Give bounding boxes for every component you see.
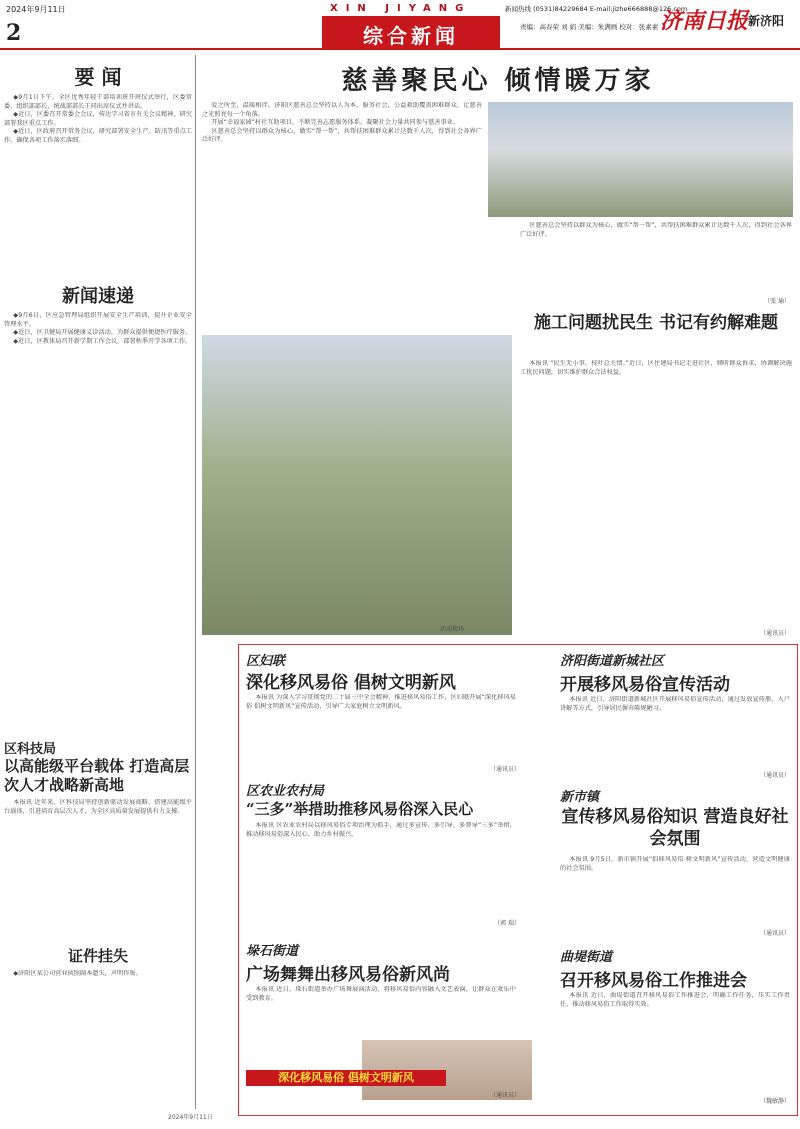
xincheng-body [560, 696, 790, 756]
yaowen-para: ◆9月1日下午，全区优秀年轻干部培训班开班仪式举行，区委常委、组织部部长、统战部部长王同出席仪式并讲话。 [4, 94, 192, 110]
nongye-author: （郭 瑞） [494, 920, 520, 927]
keji-para: 本报讯 近年来，区科技局坚持创新驱动发展战略，搭建高能级平台载体，引进培育高层次人才，为全区高质量发展提供有力支撑。 [4, 799, 192, 815]
main-headline-text: 慈善聚民心 倾情暖万家 [341, 66, 655, 96]
xincheng-tag: 济阳街道新城社区 [560, 654, 665, 669]
section-pinyin: XIN JIYANG [330, 3, 472, 14]
issue-date: 2024年9月11日 [6, 5, 66, 14]
qudi-title: 召开移风易俗工作推进会 [560, 971, 747, 991]
yaowen-body [4, 94, 192, 274]
column-divider [195, 55, 196, 1109]
kuaixun-heading: 新闻速递 [62, 286, 134, 307]
kuaixun-para: ◆近日，区卫健局开展健康义诊活动，为群众提供便捷医疗服务。 [13, 329, 192, 337]
nongye-tag: 区农业农村局 [246, 784, 325, 799]
yaowen-heading: 要 闻 [74, 65, 122, 89]
duoshi-title: 广场舞舞出移风易俗新风尚 [246, 965, 450, 985]
main-headline [196, 58, 800, 96]
nongye-body [246, 822, 516, 882]
kuaixun-para: ◆9月6日，区应急管理局组织开展安全生产培训，提升企业安全管理水平。 [4, 312, 192, 328]
lead-para: 区慈善总会坚持以群众为核心，做实“帮一帮”，共帮扶困难群众累计达数千人次，得到社会各界广泛好评。 [520, 222, 792, 238]
xincheng-title: 开展移风易俗宣传活动 [560, 675, 730, 695]
header-rule [0, 48, 800, 50]
xincheng-author: （通讯员） [759, 772, 790, 779]
fulian-para: 本报讯 为深入学习贯彻党的二十届三中全会精神，推进移风易俗工作，区妇联开展“深化移风易俗 倡树文明新风”宣传活动，引导广大家庭树立文明新风。 [246, 694, 516, 710]
lead-body [202, 102, 482, 327]
keji-title: 以高能级平台载体 打造高层次人才战略新高地 [4, 757, 190, 794]
newspaper-logo: 济南日报 [660, 8, 749, 34]
lead-continued [520, 222, 792, 282]
dance-banner: 深化移风易俗 倡树文明新风 [246, 1070, 446, 1086]
side-author: （通讯员） [759, 630, 790, 637]
yaowen-para: ◆近日，区委召开常委会会议，传达学习省市有关会议精神，研究部署我区重点工作。 [4, 111, 192, 127]
zhengshu-heading: 证件挂失 [67, 947, 128, 965]
left-column [4, 55, 192, 1109]
lead-para: 区慈善总会坚持以群众为核心，做实“帮一帮”，共帮扶困难群众累计达数千人次，得到社会各界广泛好评。 [202, 127, 482, 144]
duoshi-para: 本报讯 近日，垛石街道举办广场舞展演活动，将移风易俗内容融入文艺表演，让群众在欢乐中受到教育。 [246, 986, 516, 1002]
kuaixun-para: ◆近日，区教体局召开新学期工作会议，部署秋季开学各项工作。 [13, 337, 192, 345]
fulian-tag: 区妇联 [246, 654, 286, 669]
newspaper-logo-sub: 新济阳 [748, 14, 785, 28]
xinshi-title: 宣传移风易俗知识 营造良好社会氛围 [561, 807, 789, 849]
duoshi-body [246, 986, 516, 1026]
news-hotline: 新闻热线 (0531)84229684 E-mail:jizhe666888@126.com [505, 5, 688, 13]
side-title: 施工问题扰民生 书记有约解难题 [534, 313, 778, 333]
footer-date: 2024年9月11日 [168, 1114, 213, 1121]
qudi-body [560, 992, 790, 1072]
zhengshu-body [4, 970, 192, 1020]
keji-body [4, 799, 192, 939]
fulian-author: （通讯员） [489, 766, 520, 773]
lead-author: （张 瑜） [764, 298, 790, 305]
event-photo [488, 102, 793, 217]
qudi-tag: 曲堤街道 [560, 950, 613, 965]
yaowen-para: ◆近日，区政府召开常务会议，研究部署安全生产、防汛等重点工作，确保各项工作落实落细。 [4, 128, 192, 144]
xinshi-tag: 新市镇 [560, 790, 600, 805]
xincheng-para: 本报讯 近日，济阳街道新城社区开展移风易俗宣传活动，通过发放宣传册、入户讲解等方式，引导居民摒弃陈规陋习。 [560, 696, 790, 712]
page-header [0, 0, 800, 62]
xinshi-author: （通讯员） [759, 930, 790, 937]
duoshi-author: （通讯员） [489, 1092, 520, 1099]
qudi-para: 本报讯 近日，曲堤街道召开移风易俗工作推进会，明确工作任务，压实工作责任，推动移风易俗工作取得实效。 [560, 992, 790, 1008]
duoshi-tag: 垛石街道 [246, 944, 299, 959]
side-body [520, 360, 792, 630]
keji-tag: 区科技局 [4, 742, 57, 757]
fulian-body [246, 694, 516, 754]
zhengshu-para: ◆济阳区某公司营业执照副本遗失，声明作废。 [13, 970, 142, 977]
lead-para: 开展“幸福家园”村社互助项目，不断完善志愿服务体系，凝聚社会力量共同参与慈善事业。 [211, 119, 460, 127]
nongye-para: 本报讯 区农业农村局以移风易俗专项治理为抓手，通过多宣传、多引导、多督导“三多”举措，推动移风易俗深入民心，助力乡村振兴。 [246, 822, 516, 838]
page-number: 2 [6, 20, 22, 46]
section-title: 综合新闻 [363, 24, 459, 48]
xinshi-body [560, 856, 790, 916]
photo-caption: 活动现场 [440, 626, 465, 633]
main-photo [202, 335, 512, 635]
side-para: 本报讯 “民生无小事，枝叶总关情。”近日，区住建局书记走进社区，倾听群众诉求，协调解决施工扰民问题，切实维护群众合法权益。 [520, 360, 792, 376]
lead-para: 爱之所至，温暖相伴。济阳区慈善总会坚持以人为本，服务社会，公益救助覆盖困难群众，让慈善之光照亮每一个角落。 [202, 102, 482, 118]
xinshi-para: 本报讯 9月5日，新市镇开展“倡移风易俗 树文明新风”宣传活动，营造文明健康的社会氛围。 [560, 856, 790, 872]
kuaixun-body [4, 312, 192, 732]
nongye-title: “三多”举措助推移风易俗深入民心 [246, 800, 474, 818]
qudi-author: （魏敏静） [759, 1098, 790, 1105]
fulian-title: 深化移风易俗 倡树文明新风 [246, 673, 456, 693]
editors-line: 责编：高春荣 刘 娟 美编：朱满画 校对：张素素 [520, 23, 659, 31]
